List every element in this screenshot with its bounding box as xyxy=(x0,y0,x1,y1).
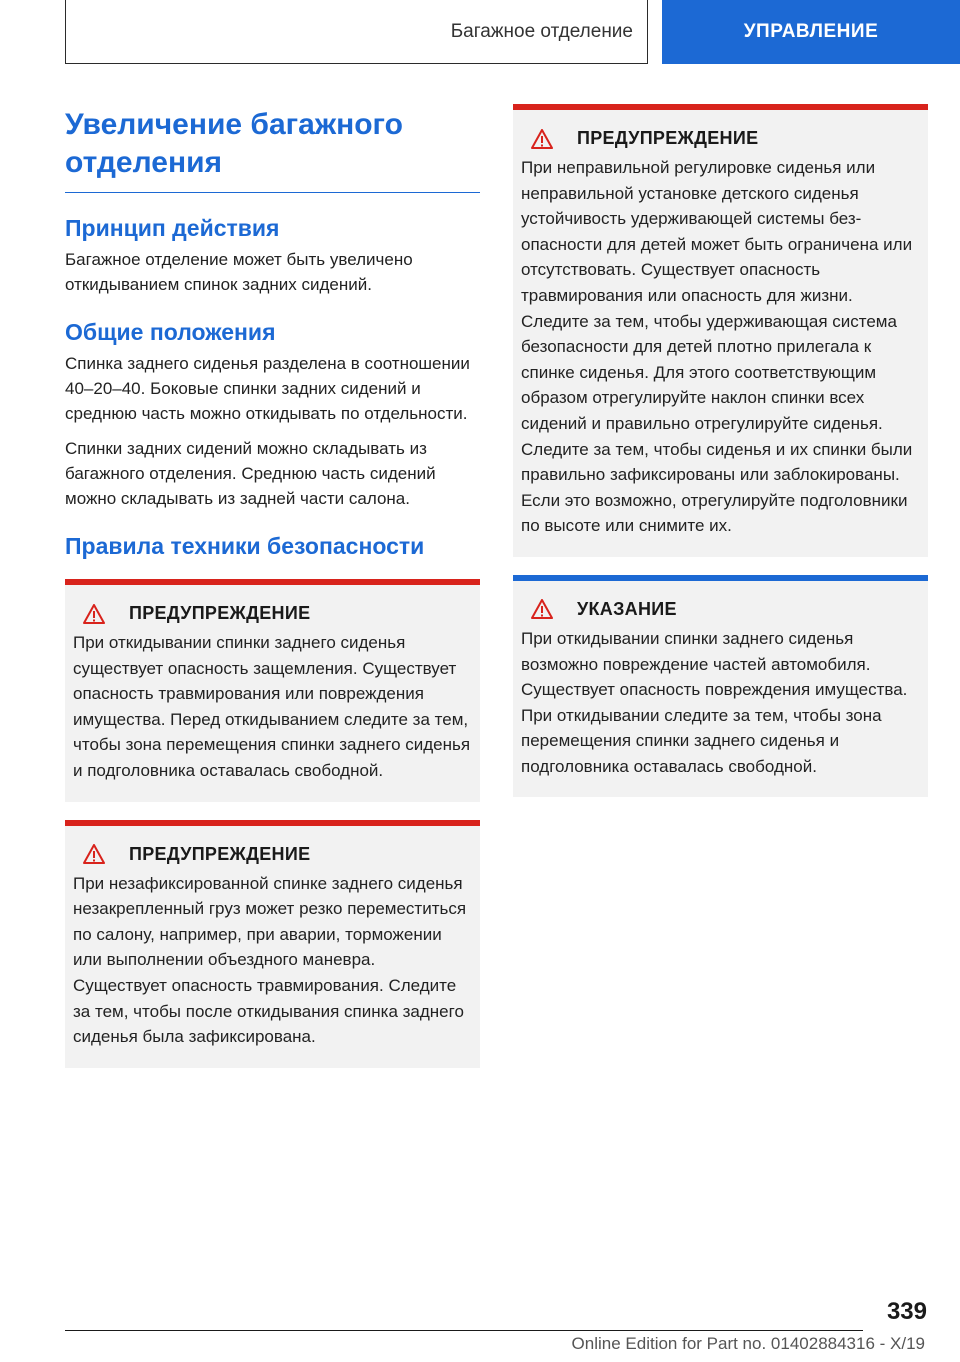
warning-box-text: При неправильной регулировке сиденья или неправильной установке детского сиденья устойчивость удерживающей системы безопасности для детей может быть ограничена или отсутствовать. Существует опасность травмирования или опасность для жизни. Следите за тем, чтобы удерживающая система безопасности для детей плотно прилегала к спинке сиденья. Для этого соответствующим образом отрегулируйте наклон спинки всех сидений и правильно отрегулируйте сиденья. Следите за тем, чтобы сиденья и их спинки были правильно зафиксированы или заблокированы. Если это возможно, отрегулируйте подголовники по высоте или снимите их. xyxy=(521,158,913,536)
warning-box-header xyxy=(83,603,472,624)
left-column xyxy=(65,100,480,1068)
paragraph-principle: Багажное отделение может быть увеличено откидыванием спинок задних сидений. xyxy=(65,250,413,294)
paragraph-general-2: Спинки задних сидений можно складывать из багажного отделения. Среднюю часть сидений можно складывать из задней части салона. xyxy=(65,439,436,508)
warning-box-text: При откидывании спинки заднего сиденья существует опасность защемления. Существует опасность травмирования или повреждения имущества. Перед откидыванием следите за тем, чтобы зона перемещения спинки заднего сиденья и подголовника оставалась свободной. xyxy=(73,633,471,780)
footer-divider xyxy=(65,1330,863,1331)
warning-box-child-seat xyxy=(513,104,928,557)
warning-box-title: ПРЕДУПРЕЖДЕНИЕ xyxy=(129,843,311,864)
warning-triangle-icon xyxy=(83,844,105,864)
page-title: Увеличение багажного отделения xyxy=(65,106,480,193)
note-box-title: УКАЗАНИЕ xyxy=(577,598,677,619)
heading-safety: Правила техники безопасности xyxy=(65,533,425,559)
heading-general: Общие положения xyxy=(65,319,276,345)
page-number: 339 xyxy=(886,1298,927,1325)
paragraph-general-1: Спинка заднего сиденья разделена в соотношении 40–20–40. Боковые спинки задних сидений и среднюю часть можно откидывать по отдельности. xyxy=(65,354,470,423)
header-section-box xyxy=(65,0,648,64)
header-section-title: Багажное отделение xyxy=(450,20,633,42)
warning-box-title: ПРЕДУПРЕЖДЕНИЕ xyxy=(577,128,759,148)
warning-box-header xyxy=(531,128,920,149)
header-chapter-tab xyxy=(662,0,960,64)
right-column xyxy=(513,100,928,797)
header-chapter-title: УПРАВЛЕНИЕ xyxy=(743,21,879,42)
warning-box-header xyxy=(83,844,472,865)
warning-triangle-icon xyxy=(531,599,553,619)
warning-box-cargo xyxy=(65,820,480,1068)
note-box-header xyxy=(531,599,920,620)
warning-box-pinching xyxy=(65,579,480,802)
warning-box-text: При незафиксированной спинке заднего сиденья незакрепленный груз может резко переместиться по салону, например, при аварии, торможении или выполнении объездного маневра. Существует опасность травмирования. Следите за тем, чтобы после откидывания спинка заднего сиденья была зафиксирована. xyxy=(73,873,467,1047)
warning-box-title: ПРЕДУПРЕЖДЕНИЕ xyxy=(129,603,311,623)
footer-edition: Online Edition for Part no. 01402884316 - X/19 xyxy=(571,1334,925,1353)
heading-principle: Принцип действия xyxy=(65,215,280,241)
warning-triangle-icon xyxy=(83,604,105,624)
note-box-vehicle-damage xyxy=(513,575,928,798)
note-box-text: При откидывании спинки заднего сиденья возможно повреждение частей автомобиля. Существует опасность повреждения имущества. При откидывании следите за тем, чтобы зона перемещения спинки заднего сиденья и подголовника оставалась свободной. xyxy=(521,628,908,776)
warning-triangle-icon xyxy=(531,129,553,149)
